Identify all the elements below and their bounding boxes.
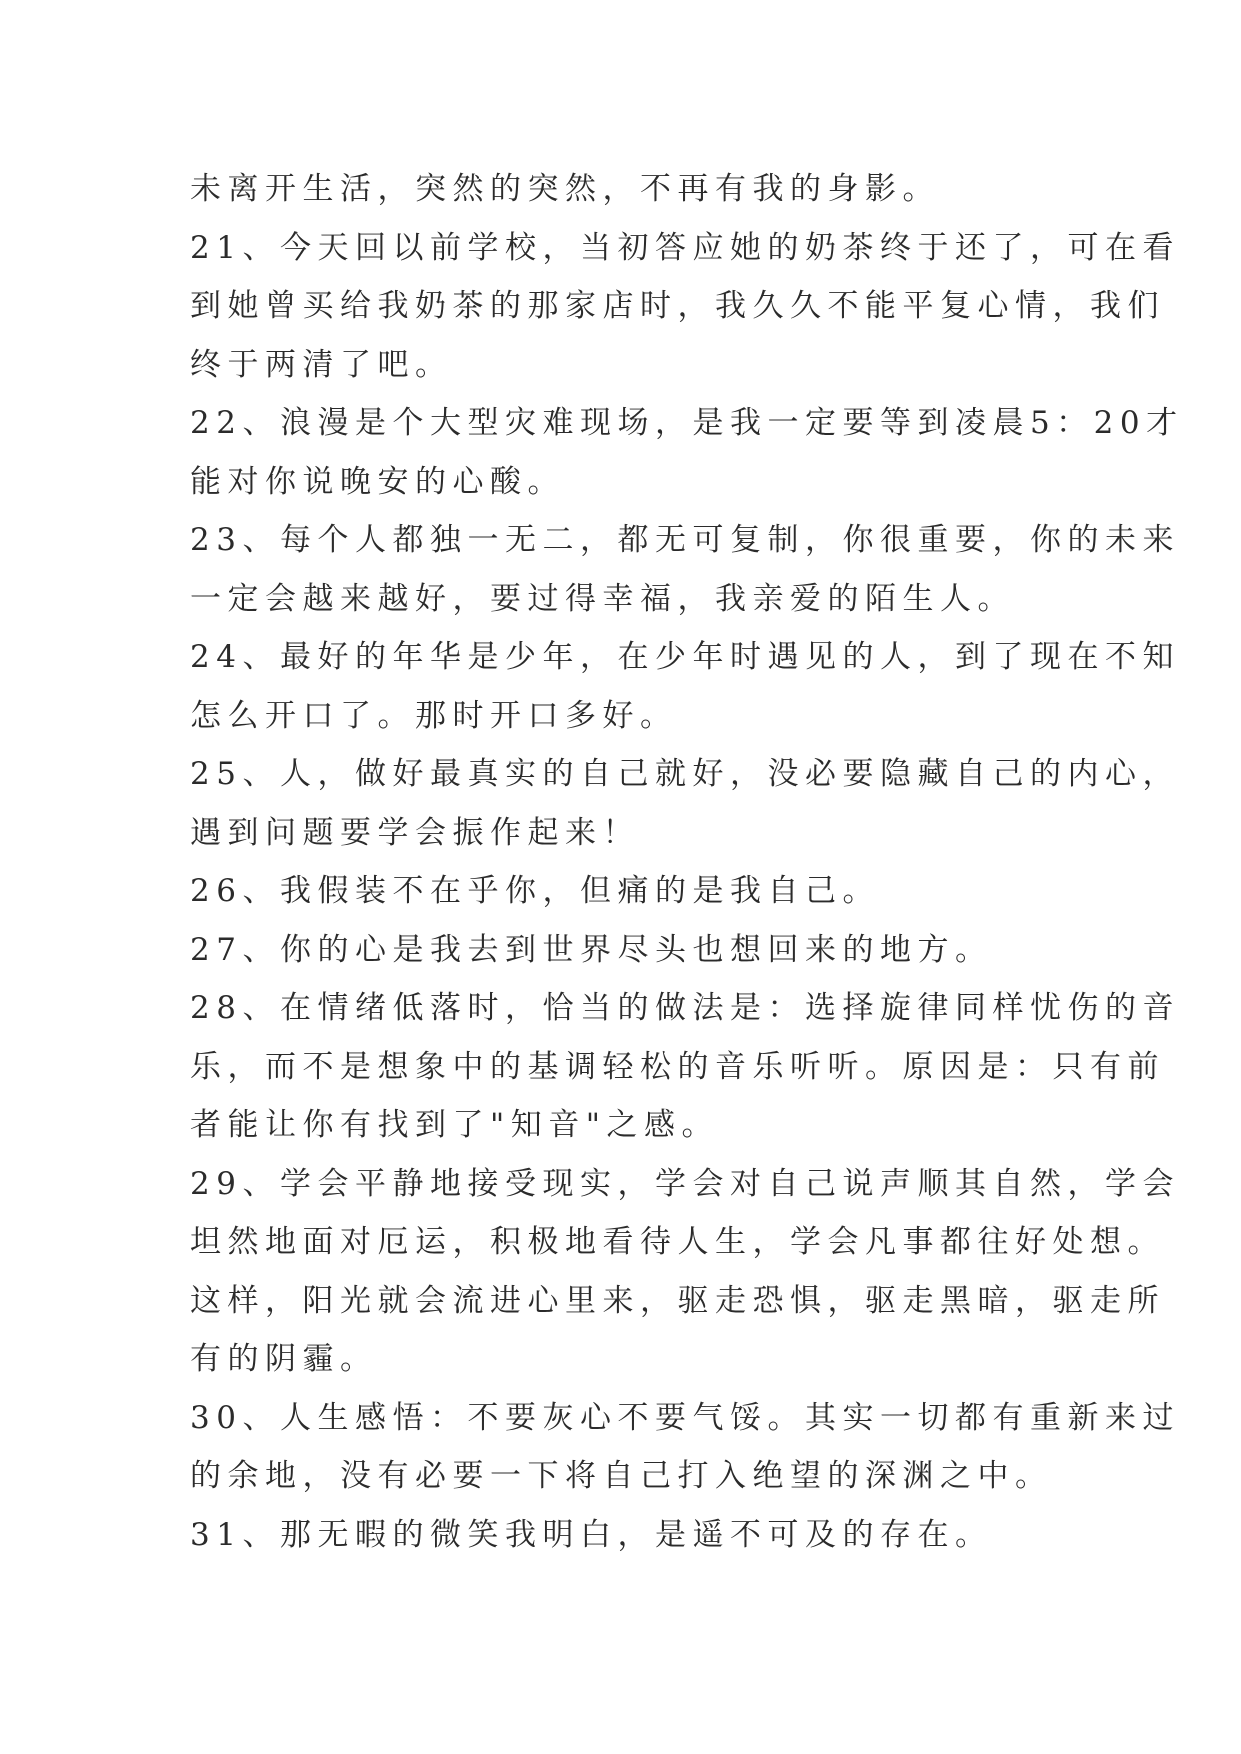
text-line: 能对你说晚安的心酸。 (190, 463, 565, 500)
text-line: 28、在情绪低落时，恰当的做法是：选择旋律同样忧伤的音 (190, 990, 1180, 1026)
text-line: 这样，阳光就会流进心里来，驱走恐惧，驱走黑暗，驱走所 (190, 1282, 1165, 1319)
text-line: 25、人，做好最真实的自己就好，没必要隐藏自己的内心， (190, 756, 1180, 792)
text-line: 到她曾买给我奶茶的那家店时，我久久不能平复心情，我们 (190, 288, 1165, 324)
text-line: 坦然地面对厄运，积极地看待人生，学会凡事都往好处想。 (190, 1224, 1165, 1260)
text-line: 29、学会平静地接受现实，学会对自己说声顺其自然，学会 (190, 1165, 1180, 1202)
text-line: 27、你的心是我去到世界尽头也想回来的地方。 (190, 931, 993, 968)
text-line: 22、浪漫是个大型灾难现场，是我一定要等到凌晨5：20才 (190, 405, 1184, 441)
text-line: 31、那无暇的微笑我明白，是遥不可及的存在。 (190, 1516, 993, 1553)
text-line: 者能让你有找到了"知音"之感。 (190, 1107, 720, 1143)
text-line: 的余地，没有必要一下将自己打入绝望的深渊之中。 (190, 1458, 1053, 1494)
text-line: 24、最好的年华是少年，在少年时遇见的人，到了现在不知 (190, 639, 1180, 675)
document-body (190, 160, 1184, 1564)
text-line: 乐，而不是想象中的基调轻松的音乐听听。原因是：只有前 (190, 1048, 1165, 1085)
text-line: 终于两清了吧。 (190, 346, 453, 383)
text-line: 26、我假装不在乎你，但痛的是我自己。 (190, 873, 880, 909)
text-line: 未离开生活，突然的突然，不再有我的身影。 (190, 171, 940, 207)
text-line: 怎么开口了。那时开口多好。 (190, 697, 678, 734)
text-line: 30、人生感悟：不要灰心不要气馁。其实一切都有重新来过 (190, 1399, 1180, 1436)
text-line: 一定会越来越好，要过得幸福，我亲爱的陌生人。 (190, 580, 1015, 617)
text-line: 有的阴霾。 (190, 1341, 378, 1377)
text-line: 23、每个人都独一无二，都无可复制，你很重要，你的未来 (190, 522, 1180, 558)
text-line: 遇到问题要学会振作起来！ (190, 814, 640, 851)
text-line: 21、今天回以前学校，当初答应她的奶茶终于还了，可在看 (190, 229, 1180, 266)
